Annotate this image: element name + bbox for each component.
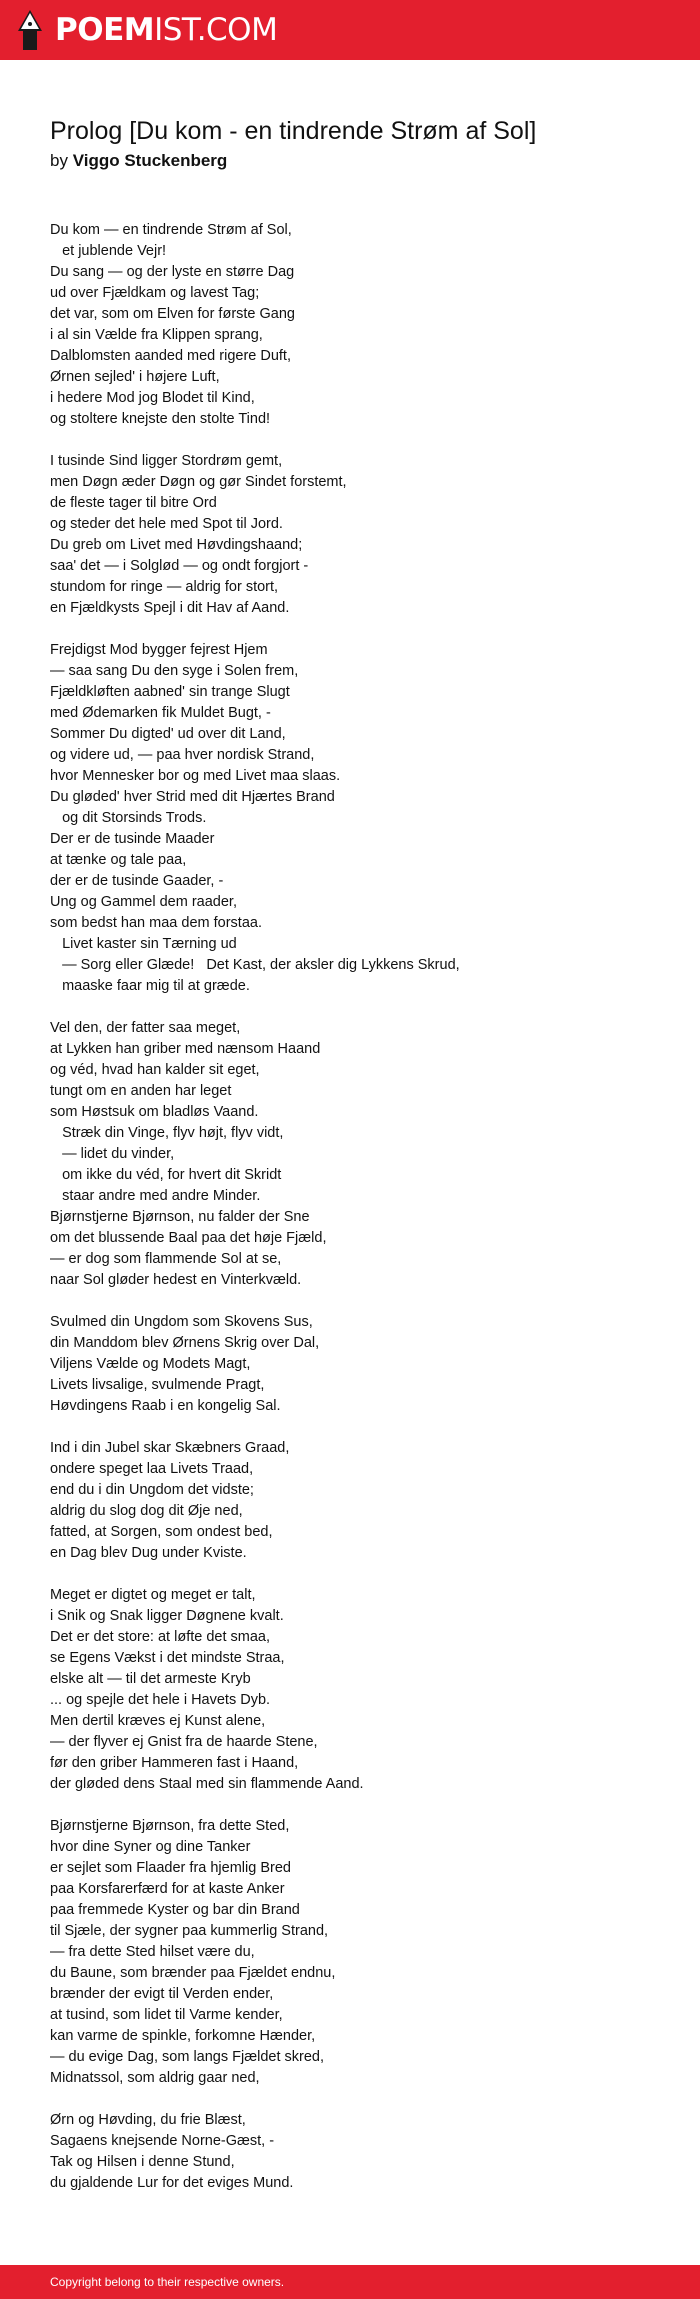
poem-line: aldrig du slog dog dit Øje ned,: [50, 1503, 243, 1519]
poem-line: se Egens Vækst i det mindste Straa,: [50, 1650, 285, 1666]
poem-line: hvor dine Syner og dine Tanker: [50, 1839, 251, 1855]
poem-line: Ørnen sejled' i højere Luft,: [50, 369, 220, 385]
poem-line: Frejdigst Mod bygger fejrest Hjem: [50, 642, 268, 658]
poem-line: om ikke du véd, for hvert dit Skridt: [50, 1167, 282, 1183]
poem-line: og véd, hvad han kalder sit eget,: [50, 1062, 260, 1078]
quill-pen-icon: [17, 9, 43, 51]
stanza: [50, 220, 670, 430]
poem-line: i hedere Mod jog Blodet til Kind,: [50, 390, 255, 406]
poem-line: Du sang — og der lyste en større Dag: [50, 264, 295, 280]
poem-line: Sommer Du digted' ud over dit Land,: [50, 726, 286, 742]
poem-line: er sejlet som Flaader fra hjemlig Bred: [50, 1860, 291, 1876]
poem-line: at Lykken han griber med nænsom Haand: [50, 1041, 321, 1057]
copyright-text: Copyright belong to their respective owners.: [50, 2275, 285, 2289]
poem-line: før den griber Hammeren fast i Haand,: [50, 1755, 299, 1771]
poem-line: Ind i din Jubel skar Skæbners Graad,: [50, 1440, 290, 1456]
poem-line: Høvdingens Raab i en kongelig Sal.: [50, 1398, 281, 1414]
byline: [50, 149, 660, 173]
poem-title: Prolog [Du kom - en tindrende Strøm af Sol]: [50, 117, 537, 145]
poem-line: Svulmed din Ungdom som Skovens Sus,: [50, 1314, 313, 1330]
poem-line: at tusind, som lidet til Varme kender,: [50, 2007, 283, 2023]
poem-line: men Døgn æder Døgn og gør Sindet forstemt,: [50, 474, 347, 490]
poem-line: stundom for ringe — aldrig for stort,: [50, 579, 279, 595]
poem-line: Bjørnstjerne Bjørnson, fra dette Sted,: [50, 1818, 290, 1834]
poem-line: Du kom — en tindrende Strøm af Sol,: [50, 222, 292, 238]
poem-line: Bjørnstjerne Bjørnson, nu falder der Sne: [50, 1209, 310, 1225]
poem-line: kan varme de spinkle, forkomne Hænder,: [50, 2028, 316, 2044]
poem-line: Ørn og Høvding, du frie Blæst,: [50, 2112, 246, 2128]
poem-line: du Baune, som brænder paa Fjældet endnu,: [50, 1965, 336, 1981]
poem-line: hvor Mennesker bor og med Livet maa slaas.: [50, 768, 341, 784]
poem-line: og stoltere knejste den stolte Tind!: [50, 411, 271, 427]
poem-line: og dit Storsinds Trods.: [50, 810, 207, 826]
poem-line: — der flyver ej Gnist fra de haarde Stene,: [50, 1734, 318, 1750]
poem-line: — saa sang Du den syge i Solen frem,: [50, 663, 299, 679]
poem-line: der er de tusinde Gaader, -: [50, 873, 224, 889]
poem-header: [50, 114, 660, 173]
poem-line: Du greb om Livet med Høvdingshaand;: [50, 537, 303, 553]
poem-line: et jublende Vejr!: [50, 243, 167, 259]
poem-line: Sagaens knejsende Norne-Gæst, -: [50, 2133, 275, 2149]
poem-line: paa Korsfarerfærd for at kaste Anker: [50, 1881, 285, 1897]
poem-line: ... og spejle det hele i Havets Dyb.: [50, 1692, 271, 1708]
poem-line: staar andre med andre Minder.: [50, 1188, 261, 1204]
stanza: [50, 2110, 670, 2194]
poem-line: — er dog som flammende Sol at se,: [50, 1251, 282, 1267]
poem-line: paa fremmede Kyster og bar din Brand: [50, 1902, 300, 1918]
poem-line: Ung og Gammel dem raader,: [50, 894, 237, 910]
poem-line: ondere speget laa Livets Traad,: [50, 1461, 254, 1477]
poem-line: Tak og Hilsen i denne Stund,: [50, 2154, 235, 2170]
stanza: [50, 1585, 670, 1795]
poem-line: Men dertil kræves ej Kunst alene,: [50, 1713, 266, 1729]
site-logo[interactable]: [17, 9, 277, 51]
poem-line: — lidet du vinder,: [50, 1146, 175, 1162]
poem-line: — fra dette Sted hilset være du,: [50, 1944, 255, 1960]
poem-line: at tænke og tale paa,: [50, 852, 187, 868]
poem-line: Det er det store: at løfte det smaa,: [50, 1629, 271, 1645]
poem-line: Midnatssol, som aldrig gaar ned,: [50, 2070, 260, 2086]
poem-line: ud over Fjældkam og lavest Tag;: [50, 285, 260, 301]
poem-line: som Høstsuk om bladløs Vaand.: [50, 1104, 259, 1120]
by-label: by: [50, 151, 68, 170]
poem-line: de fleste tager til bitre Ord: [50, 495, 217, 511]
stanza: [50, 1816, 670, 2089]
stanza: [50, 1018, 670, 1291]
poem-line: Livet kaster sin Tærning ud: [50, 936, 237, 952]
poem-line: — du evige Dag, som langs Fjældet skred,: [50, 2049, 325, 2065]
poem-line: som bedst han maa dem forstaa.: [50, 915, 262, 931]
stanza: [50, 640, 670, 997]
poem-line: I tusinde Sind ligger Stordrøm gemt,: [50, 453, 283, 469]
poem-line: brænder der evigt til Verden ender,: [50, 1986, 274, 2002]
poem-line: Livets livsalige, svulmende Pragt,: [50, 1377, 265, 1393]
stanza: [50, 1312, 670, 1417]
poem-line: der gløded dens Staal med sin flammende Aand.: [50, 1776, 364, 1792]
poem-line: — Sorg eller Glæde! Det Kast, der aksler dig Lykkens Skrud,: [50, 957, 460, 973]
poem-line: til Sjæle, der sygner paa kummerlig Strand,: [50, 1923, 329, 1939]
poem-line: saa' det — i Solglød — og ondt forgjort -: [50, 558, 309, 574]
footer-bar: [0, 2265, 700, 2299]
poem-line: din Manddom blev Ørnens Skrig over Dal,: [50, 1335, 320, 1351]
poem-body: [50, 220, 670, 2215]
site-name: POEMIST.COM: [55, 12, 278, 48]
poem-line: Stræk din Vinge, flyv højt, flyv vidt,: [50, 1125, 284, 1141]
poem-line: og steder det hele med Spot til Jord.: [50, 516, 283, 532]
poem-line: i Snik og Snak ligger Døgnene kvalt.: [50, 1608, 284, 1624]
poem-line: Fjældkløften aabned' sin trange Slugt: [50, 684, 290, 700]
poem-line: det var, som om Elven for første Gang: [50, 306, 295, 322]
poem-line: Der er de tusinde Maader: [50, 831, 215, 847]
poem-line: en Fjældkysts Spejl i dit Hav af Aand.: [50, 600, 290, 616]
poem-line: end du i din Ungdom det vidste;: [50, 1482, 254, 1498]
poem-line: og videre ud, — paa hver nordisk Strand,: [50, 747, 315, 763]
poem-line: Dalblomsten aanded med rigere Duft,: [50, 348, 291, 364]
poem-line: du gjaldende Lur for det eviges Mund.: [50, 2175, 294, 2191]
poem-line: elske alt — til det armeste Kryb: [50, 1671, 251, 1687]
poem-line: tungt om en anden har leget: [50, 1083, 232, 1099]
top-bar: [0, 0, 700, 60]
author-name[interactable]: Viggo Stuckenberg: [72, 151, 228, 170]
poem-line: Viljens Vælde og Modets Magt,: [50, 1356, 251, 1372]
poem-line: Du gløded' hver Strid med dit Hjærtes Brand: [50, 789, 335, 805]
poem-line: en Dag blev Dug under Kviste.: [50, 1545, 247, 1561]
poem-line: Vel den, der fatter saa meget,: [50, 1020, 241, 1036]
poem-line: med Ødemarken fik Muldet Bugt, -: [50, 705, 271, 721]
stanza: [50, 1438, 670, 1564]
poem-line: maaske faar mig til at græde.: [50, 978, 250, 994]
poem-line: fatted, at Sorgen, som ondest bed,: [50, 1524, 273, 1540]
poem-line: om det blussende Baal paa det høje Fjæld,: [50, 1230, 327, 1246]
poem-line: naar Sol gløder hedest en Vinterkvæld.: [50, 1272, 302, 1288]
stanza: [50, 451, 670, 619]
poem-line: i al sin Vælde fra Klippen sprang,: [50, 327, 263, 343]
poem-line: Meget er digtet og meget er talt,: [50, 1587, 256, 1603]
